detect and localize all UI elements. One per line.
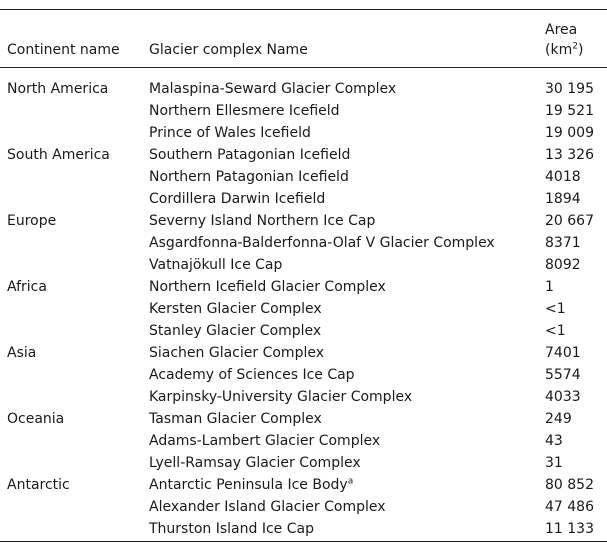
table-row — [0, 298, 607, 320]
table-row — [0, 364, 607, 386]
area-cell: 43 — [545, 433, 563, 449]
glacier-name-text: Stanley Glacier Complex — [149, 323, 322, 339]
table-row — [0, 518, 607, 540]
glacier-name-cell — [149, 144, 350, 166]
glacier-name-cell — [149, 166, 349, 188]
glacier-name-text: Prince of Wales Icefield — [149, 125, 311, 141]
area-cell: 1894 — [545, 191, 581, 207]
area-cell: 19 521 — [545, 103, 594, 119]
continent-cell: Europe — [7, 213, 57, 229]
table-row — [0, 210, 607, 232]
area-cell: 47 486 — [545, 499, 594, 515]
glacier-name-text: Kersten Glacier Complex — [149, 301, 322, 317]
area-cell: 30 195 — [545, 81, 594, 97]
glacier-name-cell — [149, 276, 386, 298]
table-row — [0, 430, 607, 452]
glacier-name-cell — [149, 210, 375, 232]
glacier-name-text: Asgardfonna-Balderfonna-Olaf V Glacier Complex — [149, 235, 495, 251]
continent-cell: Antarctic — [7, 477, 70, 493]
area-cell: 80 852 — [545, 477, 594, 493]
continent-cell: Oceania — [7, 411, 65, 427]
area-cell: <1 — [545, 301, 566, 317]
header-area-unit-suffix: ) — [577, 42, 584, 58]
glacier-name-text: Severny Island Northern Ice Cap — [149, 213, 376, 229]
table-bottom-rule — [0, 541, 607, 542]
header-glacier-complex: Glacier complex Name — [149, 42, 308, 58]
area-cell: 8371 — [545, 235, 581, 251]
footnote-marker: a — [347, 476, 354, 487]
area-cell: 4018 — [545, 169, 581, 185]
area-cell: 4033 — [545, 389, 581, 405]
table-row — [0, 276, 607, 298]
glacier-name-text: Northern Ellesmere Icefield — [149, 103, 340, 119]
glacier-name-text: Vatnajökull Ice Cap — [149, 257, 283, 273]
header-area — [545, 20, 607, 60]
area-cell: 8092 — [545, 257, 581, 273]
glacier-name-cell — [149, 430, 380, 452]
area-cell: 20 667 — [545, 213, 594, 229]
glacier-name-cell — [149, 320, 321, 342]
glacier-name-text: Northern Patagonian Icefield — [149, 169, 349, 185]
table-row — [0, 496, 607, 518]
glacier-name-text: Alexander Island Glacier Complex — [149, 499, 386, 515]
glacier-name-text: Thurston Island Ice Cap — [149, 521, 314, 537]
area-cell: 19 009 — [545, 125, 594, 141]
area-cell: 31 — [545, 455, 563, 471]
table-row — [0, 320, 607, 342]
glacier-name-cell — [149, 298, 322, 320]
glacier-name-text: Karpinsky-University Glacier Complex — [149, 389, 413, 405]
area-cell: 249 — [545, 411, 572, 427]
glacier-name-cell — [149, 452, 361, 474]
header-continent: Continent name — [7, 42, 120, 58]
area-cell: 1 — [545, 279, 554, 295]
table-header-rule — [0, 67, 607, 68]
glacier-name-cell — [149, 518, 314, 540]
header-area-label: Area — [545, 22, 578, 38]
table-row — [0, 232, 607, 254]
header-area-unit-prefix: (km — [545, 42, 573, 58]
table-row — [0, 452, 607, 474]
glacier-name-text: Siachen Glacier Complex — [149, 345, 324, 361]
table-row — [0, 100, 607, 122]
area-cell: <1 — [545, 323, 566, 339]
glacier-name-text: Tasman Glacier Complex — [149, 411, 322, 427]
header-area-unit-sup: 2 — [572, 41, 578, 52]
glacier-name-text: Cordillera Darwin Icefield — [149, 191, 326, 207]
table-row — [0, 188, 607, 210]
glacier-name-text: Lyell-Ramsay Glacier Complex — [149, 455, 361, 471]
continent-cell: North America — [7, 81, 109, 97]
glacier-name-cell — [149, 254, 282, 276]
area-cell: 13 326 — [545, 147, 594, 163]
continent-cell: South America — [7, 147, 110, 163]
glacier-name-cell — [149, 364, 355, 386]
glacier-name-text: Academy of Sciences Ice Cap — [149, 367, 355, 383]
glacier-name-text: Antarctic Peninsula Ice Body — [149, 477, 348, 493]
header-area-unit — [545, 40, 607, 60]
glacier-name-cell — [149, 122, 311, 144]
glacier-name-cell — [149, 342, 324, 364]
glacier-name-text: Northern Icefield Glacier Complex — [149, 279, 386, 295]
table-row — [0, 166, 607, 188]
glacier-name-cell — [149, 232, 495, 254]
continent-cell: Asia — [7, 345, 37, 361]
table-row — [0, 78, 607, 100]
glacier-name-text: Southern Patagonian Icefield — [149, 147, 351, 163]
glacier-name-cell — [149, 78, 396, 100]
table-top-rule — [0, 9, 607, 10]
glacier-name-text: Adams-Lambert Glacier Complex — [149, 433, 381, 449]
area-cell: 5574 — [545, 367, 581, 383]
table-row — [0, 386, 607, 408]
table-body — [0, 78, 607, 540]
table-row — [0, 408, 607, 430]
continent-cell: Africa — [7, 279, 47, 295]
table-row — [0, 342, 607, 364]
area-cell: 11 133 — [545, 521, 594, 537]
table-row — [0, 474, 607, 496]
glacier-name-cell — [149, 496, 386, 518]
glacier-name-cell — [149, 188, 325, 210]
glacier-name-cell — [149, 100, 340, 122]
table-row — [0, 122, 607, 144]
table-row — [0, 144, 607, 166]
glacier-name-text: Malaspina-Seward Glacier Complex — [149, 81, 397, 97]
glacier-name-cell — [149, 408, 322, 430]
area-cell: 7401 — [545, 345, 581, 361]
glacier-name-cell — [149, 386, 412, 408]
table-row — [0, 254, 607, 276]
glacier-name-cell — [149, 474, 353, 496]
